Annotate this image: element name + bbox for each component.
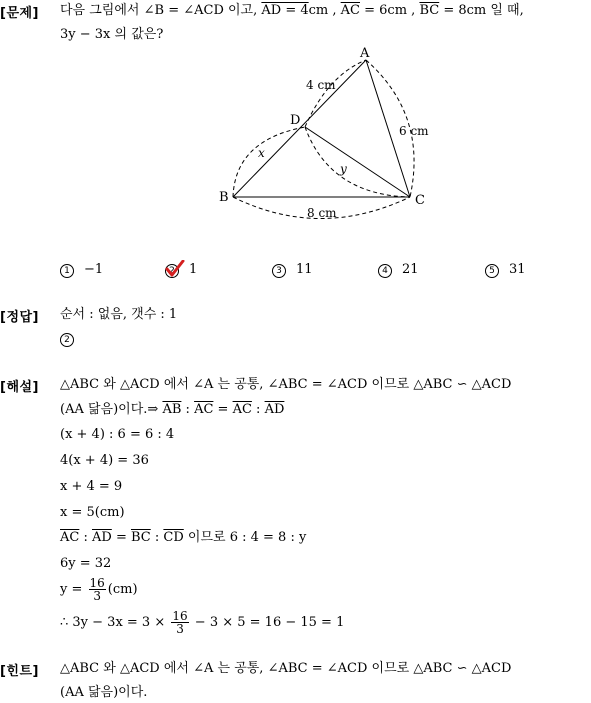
segment-ad-text: $\overline{AD}$ xyxy=(264,402,285,417)
label-ad: 4 cm xyxy=(306,78,336,92)
choice-4[interactable] xyxy=(378,262,419,278)
label-y: y xyxy=(340,162,347,176)
fraction-numerator: 16 xyxy=(89,576,105,590)
hint-line-1: △ABC 와 △ACD 에서 ∠A 는 공통, ∠ABC = ∠ACD 이므로 △ABC ∽ △ACD xyxy=(60,661,512,676)
explanation-line-1: △ABC 와 △ACD 에서 ∠A 는 공통, ∠ABC = ∠ACD 이므로 △ABC ∽ △ACD xyxy=(60,377,512,392)
choice-3[interactable] xyxy=(272,262,313,278)
segment-dc-line xyxy=(305,127,410,197)
explanation-text: (cm) xyxy=(107,582,138,597)
explanation-line-9 xyxy=(60,575,138,605)
problem-text: cm , xyxy=(308,3,341,18)
choice-value: 21 xyxy=(402,262,419,277)
segment-bc: $\overline{BC}$ xyxy=(419,3,440,18)
answer-line-1: 순서 : 없음, 갯수 : 1 xyxy=(60,307,178,322)
segment-bc-text: $\overline{BC}$ xyxy=(130,530,151,545)
segment-ac-text: $\overline{AC}$ xyxy=(232,402,252,417)
problem-label: [문제] xyxy=(0,6,39,21)
choice-5[interactable] xyxy=(485,262,526,278)
triangle-figure xyxy=(210,45,440,225)
explanation-line-4: 4(x + 4) = 36 xyxy=(60,453,149,468)
problem-text: 다음 그림에서 ∠B = ∠ACD 이고, xyxy=(60,3,262,18)
explanation-text: ∴ 3y − 3x = 3 × xyxy=(60,615,170,630)
point-c-label: C xyxy=(415,193,425,208)
problem-line-1 xyxy=(60,2,524,20)
label-x: x xyxy=(258,146,265,160)
explanation-line-5: x + 4 = 9 xyxy=(60,479,123,494)
choice-number: 5 xyxy=(485,264,499,278)
choice-value: 31 xyxy=(509,262,526,277)
segment-cd-text: $\overline{CD}$ xyxy=(163,530,184,545)
segment-ac-text: $\overline{AC}$ xyxy=(194,402,214,417)
point-a-label: A xyxy=(360,46,370,61)
explanation-text: − 3 × 5 = 16 − 15 = 1 xyxy=(190,615,345,630)
choice-number: 4 xyxy=(378,264,392,278)
segment-ac: $\overline{AC}$ xyxy=(340,3,360,18)
explanation-line-7: $\overline{AC}$ : $\overline{AD} = \overline{BC}$ : $\overline{CD}$ 이므로 6 : 4 = 8 : y xyxy=(60,530,307,545)
explanation-line-6: x = 5(cm) xyxy=(60,505,125,520)
segment-ad: AD = 4 xyxy=(261,3,309,18)
point-d-label: D xyxy=(290,113,301,128)
answer-label: [정답] xyxy=(0,310,39,325)
choice-number: 1 xyxy=(60,264,74,278)
explanation-label: [해설] xyxy=(0,380,39,395)
explanation-text: (AA 닮음)이다.⇒ xyxy=(60,402,163,417)
segment-ab-text: $\overline{AB}$ xyxy=(162,402,182,417)
fraction xyxy=(89,577,106,602)
hint-label: [힌트] xyxy=(0,664,39,679)
explanation-line-10 xyxy=(60,608,344,638)
answer-circle: 2 xyxy=(60,333,74,347)
explanation-text: 이므로 6 : 4 = 8 : y xyxy=(183,530,307,545)
choice-value: −1 xyxy=(84,262,104,277)
label-bc: 8 cm xyxy=(307,206,337,220)
segment-ad-text: $\overline{AD}$ xyxy=(92,530,112,545)
answer-line-2 xyxy=(60,330,84,348)
explanation-text: y = xyxy=(60,582,87,597)
explanation-line-8: 6y = 32 xyxy=(60,556,112,571)
fraction-numerator: 16 xyxy=(172,609,188,623)
checkmark-icon xyxy=(165,260,185,278)
choice-value: 1 xyxy=(189,262,198,277)
problem-line-2: 3y − 3x 의 값은? xyxy=(60,27,164,42)
label-ac: 6 cm xyxy=(399,124,429,138)
problem-text: = 8cm 일 때, xyxy=(439,3,524,18)
fraction-denominator: 3 xyxy=(93,589,101,603)
choice-number: 2 xyxy=(165,264,179,278)
choice-number: 3 xyxy=(272,264,286,278)
choice-1[interactable] xyxy=(60,262,103,278)
explanation-line-3: (x + 4) : 6 = 6 : 4 xyxy=(60,427,175,442)
segment-ac-text: $\overline{AC}$ xyxy=(60,530,80,545)
choice-2[interactable] xyxy=(165,262,197,278)
problem-text: = 6cm , xyxy=(360,3,420,18)
fraction-denominator: 3 xyxy=(176,622,184,636)
point-b-label: B xyxy=(219,190,229,205)
explanation-line-2: (AA 닮음)이다.⇒ $\overline{AB}$ : $\overline{AC} = \overline{AC}$ : $\overline{AD}$ xyxy=(60,402,285,417)
segment-ab xyxy=(233,60,366,197)
fraction xyxy=(171,610,188,635)
choice-value: 11 xyxy=(296,262,313,277)
hint-line-2: (AA 닮음)이다. xyxy=(60,685,148,700)
